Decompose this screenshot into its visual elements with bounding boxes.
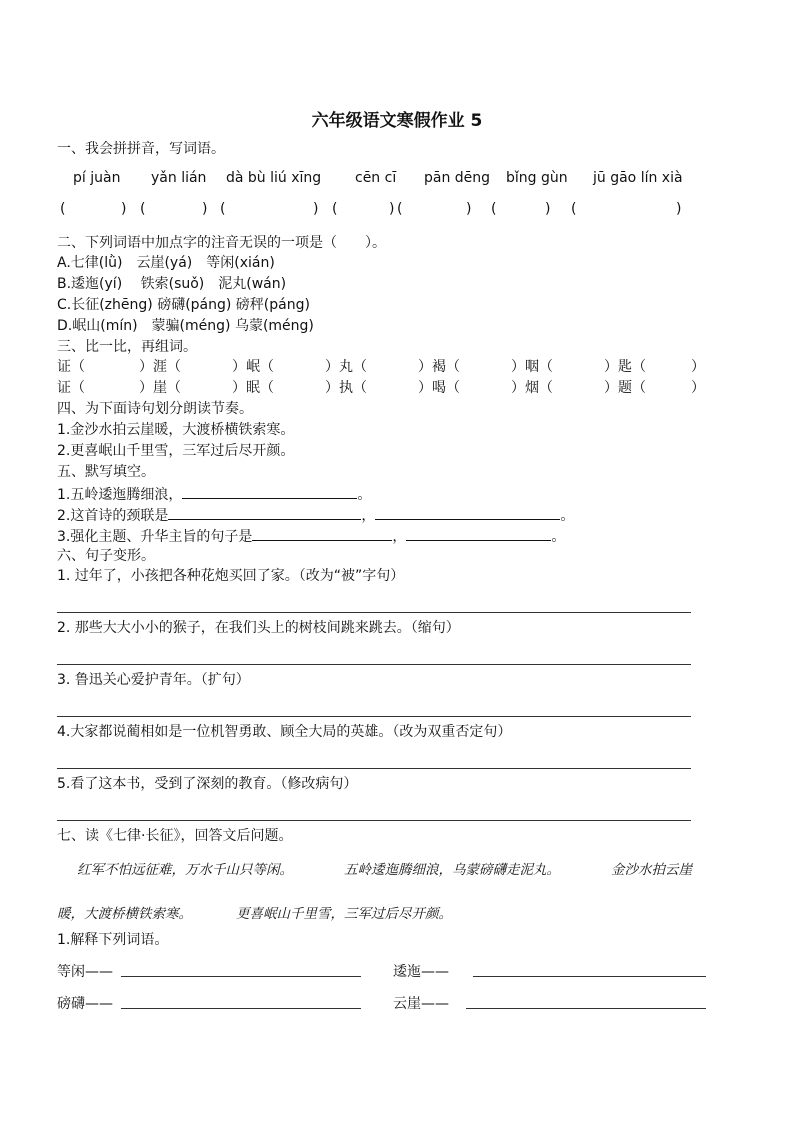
- answer-paren-close: ): [676, 201, 682, 217]
- answer-paren-close: ): [313, 201, 319, 217]
- answer-paren-close: ): [121, 201, 127, 217]
- word-cell: 证（: [57, 359, 85, 375]
- section-2-heading: 二、下列词语中加点字的注音无误的一项是（ ）。: [57, 235, 386, 251]
- punctuation: ，: [361, 508, 376, 524]
- transform-question: 1. 过年了，小孩把各种花炮买回了家。（改为“被”字句）: [57, 568, 405, 584]
- choice-option-b: B.逶迤(yí) 铁索(suǒ) 泥丸(wán): [57, 276, 287, 292]
- term-label: 磅礴——: [57, 996, 113, 1012]
- transform-question: 2. 那些大大小小的猴子，在我们头上的树枝间跳来跳去。（缩句）: [57, 620, 460, 636]
- section-4-heading: 四、为下面诗句划分朗读节奏。: [57, 401, 253, 417]
- fill-line-1: [57, 483, 371, 505]
- poem-line: 1.金沙水拍云崖暖，大渡桥横铁索寒。: [57, 422, 295, 438]
- word-cell: ）褐（: [418, 359, 460, 375]
- punctuation: 。: [357, 487, 372, 503]
- definition-line[interactable]: [121, 976, 361, 977]
- section-5-heading: 五、默写填空。: [57, 464, 155, 480]
- punctuation: 。: [560, 508, 575, 524]
- section-3-heading: 三、比一比，再组词。: [57, 339, 197, 355]
- word-cell: ）: [691, 380, 705, 396]
- answer-paren-close: ): [389, 201, 395, 217]
- word-cell: ）烟（: [511, 380, 553, 396]
- term-label: 等闲——: [57, 964, 113, 980]
- poem-text: 红军不怕远征难，万水千山只等闲。: [77, 862, 293, 878]
- fill-line-2: [57, 504, 574, 526]
- answer-paren-open: (: [491, 201, 497, 217]
- word-cell: ）执（: [325, 380, 367, 396]
- answer-blank[interactable]: [252, 525, 392, 541]
- word-cell: ）: [691, 359, 705, 375]
- fill-prompt: 2.这首诗的颈联是: [57, 508, 169, 524]
- fill-line-3: [57, 525, 565, 547]
- answer-blank[interactable]: [182, 483, 357, 499]
- transform-question: 5.看了这本书，受到了深刻的教育。（修改病句）: [57, 776, 358, 792]
- poem-text: 更喜岷山千里雪，三军过后尽开颜。: [236, 906, 452, 922]
- section-6-heading: 六、句子变形。: [57, 548, 155, 564]
- question-explain-words: 1.解释下列词语。: [57, 932, 169, 948]
- pinyin-item: bǐng gùn: [506, 170, 568, 186]
- word-cell: ）匙（: [604, 359, 646, 375]
- answer-blank[interactable]: [168, 504, 361, 520]
- answer-paren-open: (: [397, 201, 403, 217]
- answer-line[interactable]: [57, 768, 691, 769]
- choice-option-a: A.七律(lǜ) 云崖(yá) 等闲(xián): [57, 255, 275, 271]
- answer-line[interactable]: [57, 716, 691, 717]
- choice-option-d: D.岷山(mín) 蒙骗(méng) 乌蒙(méng): [57, 318, 314, 334]
- word-cell: 证（: [57, 380, 85, 396]
- fill-prompt: 3.强化主题、升华主旨的句子是: [57, 529, 253, 545]
- definition-line[interactable]: [121, 1008, 361, 1009]
- answer-line[interactable]: [57, 820, 691, 821]
- word-cell: ）丸（: [325, 359, 367, 375]
- answer-blank[interactable]: [375, 504, 560, 520]
- answer-paren-open: (: [571, 201, 577, 217]
- poem-line: 2.更喜岷山千里雪，三军过后尽开颜。: [57, 443, 295, 459]
- term-label: 云崖——: [393, 996, 449, 1012]
- word-cell: ）崖（: [139, 380, 181, 396]
- word-compare-row: [57, 378, 705, 398]
- answer-blank[interactable]: [406, 525, 551, 541]
- transform-question: 4.大家都说蔺相如是一位机智勇敢、顾全大局的英雄。（改为双重否定句）: [57, 724, 512, 740]
- pinyin-item: pí juàn: [73, 170, 121, 186]
- section-7-heading: 七、读《七律·长征》，回答文后问题。: [57, 828, 293, 844]
- term-label: 逶迤——: [393, 964, 449, 980]
- answer-paren-open: (: [332, 201, 338, 217]
- word-cell: ）岷（: [232, 359, 274, 375]
- answer-paren-close: ): [202, 201, 208, 217]
- answer-paren-close: ): [466, 201, 472, 217]
- word-cell: ）涯（: [139, 359, 181, 375]
- pinyin-item: jū gāo lín xià: [593, 170, 683, 186]
- answer-paren-open: (: [140, 201, 146, 217]
- punctuation: ，: [392, 529, 407, 545]
- choice-option-c: C.长征(zhēng) 磅礴(páng) 磅秤(páng): [57, 297, 310, 313]
- section-1-heading: 一、我会拼拼音，写词语。: [57, 141, 225, 157]
- answer-line[interactable]: [57, 664, 691, 665]
- word-compare-row: [57, 357, 705, 377]
- fill-prompt: 1.五岭逶迤腾细浪，: [57, 487, 183, 503]
- word-cell: ）喝（: [418, 380, 460, 396]
- punctuation: 。: [551, 529, 566, 545]
- definition-line[interactable]: [473, 976, 706, 977]
- poem-text: 五岭逶迤腾细浪，乌蒙磅礴走泥丸。: [344, 862, 560, 878]
- answer-paren-open: (: [220, 201, 226, 217]
- pinyin-item: cēn cī: [355, 170, 397, 186]
- answer-line[interactable]: [57, 612, 691, 613]
- transform-question: 3. 鲁迅关心爱护青年。（扩句）: [57, 672, 250, 688]
- answer-paren-close: ): [545, 201, 551, 217]
- pinyin-item: pān dēng: [424, 170, 491, 186]
- word-cell: ）眠（: [232, 380, 274, 396]
- answer-paren-open: (: [60, 201, 66, 217]
- pinyin-item: yǎn lián: [151, 170, 207, 186]
- pinyin-item: dà bù liú xīng: [226, 170, 322, 186]
- word-cell: ）咽（: [511, 359, 553, 375]
- word-cell: ）题（: [604, 380, 646, 396]
- page-title: 六年级语文寒假作业 5: [311, 111, 483, 131]
- poem-text: 暖，大渡桥横铁索寒。: [57, 906, 192, 922]
- poem-text: 金沙水拍云崖: [611, 862, 692, 878]
- definition-line[interactable]: [466, 1008, 706, 1009]
